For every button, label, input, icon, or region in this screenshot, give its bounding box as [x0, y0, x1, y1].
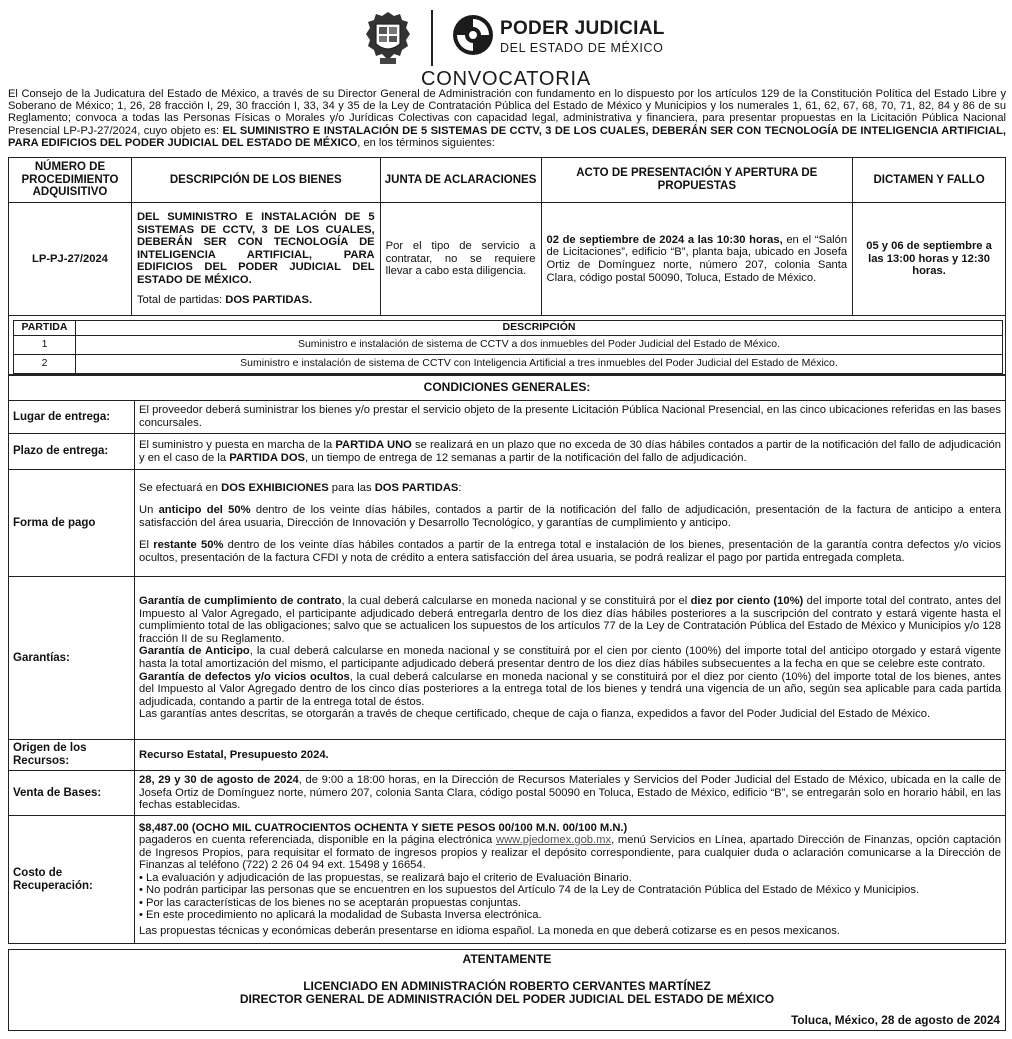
plazo-label: Plazo de entrega:	[9, 434, 135, 470]
pago-p1-t: Se efectuará en	[139, 481, 222, 494]
costo-text	[135, 816, 1006, 944]
plazo-partida-dos: PARTIDA DOS	[229, 451, 306, 464]
clarification-meeting: Por el tipo de servicio a contratar, no se requiere llevar a cabo esta diligencia.	[380, 203, 541, 316]
list-item: • No podrán participar las personas que se encuentren en los supuestos del Artículo 74 de la Ley de Contratación Pública del Estado de México y Municipios.	[139, 884, 920, 897]
partidas-section	[8, 315, 1006, 375]
condition-row-origen	[9, 740, 1006, 771]
origen-text: Recurso Estatal, Presupuesto 2024.	[135, 740, 1006, 771]
lugar-label: Lugar de entrega:	[9, 401, 135, 434]
procedure-number: LP-PJ-27/2024	[9, 203, 132, 316]
col-header-numero: NÚMERO DE PROCEDIMIENTO ADQUISITIVO	[9, 158, 132, 203]
table-row	[14, 336, 1003, 355]
partida-desc-header: DESCRIPCIÓN	[76, 321, 1003, 336]
proposal-opening-date: 02 de septiembre de 2024 a las 10:30 horas,	[546, 233, 783, 246]
costo-amount: $8,487.00 (OCHO MIL CUATROCIENTOS OCHENTA Y SIETE PESOS 00/100 M.N. 00/100 M.N.)	[139, 821, 628, 834]
garantia-cumplimiento-title: Garantía de cumplimiento de contrato	[139, 595, 342, 608]
pago-p2-t2: dentro de los veinte días hábiles, contados a partir de la notificación del fallo de adjudicación, presentación de la factura de anticipo a entera satisfacción del área usuaria, Dirección de Innovación y Desarrollo Tecnológico, y garantías de cumplimiento y anticipo.	[139, 504, 1001, 529]
condition-row-costo	[9, 816, 1006, 944]
garantia-anticipo-text: , la cual deberá calcularse en moneda nacional y se constituirá por el cien por ciento (100%) del importe total del anticipo otorgado y estará vigente hasta la total amortización del mismo, el participante adjudicado deberá presentar dentro de los diez días hábiles subsecuentes a la fecha en que se celebre este contrato.	[139, 645, 1001, 670]
costo-payment-info	[139, 834, 1001, 872]
partida-description: Suministro e instalación de sistema de CCTV con Inteligencia Artificial a tres inmuebles del Poder Judicial del Estado de México.	[76, 355, 1003, 374]
garantia-vicios-title: Garantía de defectos y/o vicios ocultos	[139, 670, 350, 683]
general-conditions-table	[8, 375, 1006, 944]
garantias-text	[135, 577, 1006, 740]
signatory-position: DIRECTOR GENERAL DE ADMINISTRACIÓN DEL PODER JUDICIAL DEL ESTADO DE MÉXICO	[239, 992, 775, 1007]
lugar-text: El proveedor deberá suministrar los bienes y/o prestar el servicio objeto de la presente Licitación Pública Nacional Presencial, en las cinco ubicaciones referidas en las bases concursales.	[135, 401, 1006, 434]
condition-row-plazo	[9, 434, 1006, 470]
page-title: CONVOCATORIA	[421, 68, 591, 90]
pago-p1-b2: DOS PARTIDAS	[374, 481, 459, 494]
plazo-t1: El suministro y puesta en marcha de la	[139, 438, 336, 451]
condition-row-venta	[9, 771, 1006, 816]
venta-text	[135, 771, 1006, 816]
place-date: Toluca, México, 28 de agosto de 2024	[791, 1013, 1000, 1027]
poder-judicial-logo-icon	[452, 14, 494, 56]
garantia-cumplimiento-t2: del importe total del contrato, antes del Impuesto al Valor Agregado, el participante adjudicado deberá entregarla dentro de los diez días hábiles posteriores a la suscripción del contrato y estará vigente hasta el cumplimiento total de las obligaciones; salvo que se actualicen los supuestos de los artículos 77 de la Ley de Contratación Pública del Estado de México y Municipios y/o 128 fracción II de su Reglamento.	[139, 595, 1001, 645]
bullet-text: En este procedimiento no aplicará la modalidad de Subasta Inversa electrónica.	[146, 909, 542, 922]
state-seal-icon	[364, 10, 412, 66]
col-header-fallo: DICTAMEN Y FALLO	[853, 158, 1006, 203]
list-item: • Por las características de los bienes no se aceptarán propuestas conjuntas.	[139, 896, 522, 909]
pago-p3-t: El	[139, 539, 154, 552]
procedure-row	[9, 203, 1006, 316]
pago-label: Forma de pago	[9, 470, 135, 577]
pago-paragraph-2	[139, 504, 1001, 529]
bullet-text: Por las características de los bienes no se aceptarán propuestas conjuntas.	[146, 896, 522, 909]
garantia-vicios	[139, 671, 1001, 709]
intro-object: EL SUMINISTRO E INSTALACIÓN DE 5 SISTEMAS DE CCTV, 3 DE LOS CUALES, DEBERÁN SER CON TECNOLOGÍA DE INTELIGENCIA ARTIFICIAL, PARA EDIFICIOS DEL PODER JUDICIAL DEL ESTADO DE MÉXICO	[8, 124, 1006, 149]
bullet-text: La evaluación y adjudicación de las propuestas, se realizará bajo el criterio de Evaluación Binario.	[146, 871, 632, 884]
institution-name: PODER JUDICIAL	[500, 18, 665, 39]
pago-paragraph-3	[139, 539, 1001, 564]
plazo-partida-uno: PARTIDA UNO	[335, 438, 412, 451]
garantia-anticipo-title: Garantía de Anticipo	[139, 645, 250, 658]
proposal-opening	[541, 203, 853, 316]
partida-header: PARTIDA	[14, 321, 76, 336]
partidas-total-value: DOS PARTIDAS.	[225, 294, 313, 307]
garantia-cumplimiento-pct: diez por ciento (10%)	[690, 595, 804, 608]
pago-p1-t2: para las	[328, 481, 375, 494]
costo-t1: pagaderos en cuenta referenciada, disponible en la página electrónica	[139, 834, 497, 847]
col-header-descripcion: DESCRIPCIÓN DE LOS BIENES	[131, 158, 380, 203]
garantias-label: Garantías:	[9, 577, 135, 740]
col-header-acto: ACTO DE PRESENTACIÓN Y APERTURA DE PROPUESTAS	[541, 158, 853, 203]
plazo-t2: se realizará en un plazo que no exceda de 30 días hábiles contados a partir de la notificación del fallo de adjudicación y en el caso de la	[139, 438, 1001, 464]
ruling-date: 05 y 06 de septiembre a las 13:00 horas y 12:30 horas.	[853, 203, 1006, 316]
bullet-text: No podrán participar las personas que se encuentren en los supuestos del Artículo 74 de la Ley de Contratación Pública del Estado de México y Municipios.	[146, 884, 920, 897]
signatory-name: LICENCIADO EN ADMINISTRACIÓN ROBERTO CERVANTES MARTÍNEZ	[303, 979, 711, 993]
garantia-cumplimiento	[139, 595, 1001, 645]
partida-number: 1	[14, 336, 76, 355]
garantia-anticipo	[139, 645, 1001, 670]
goods-description: DEL SUMINISTRO E INSTALACIÓN DE 5 SISTEMAS DE CCTV, 3 DE LOS CUALES, DEBERÁN SER CON TECNOLOGÍA DE INTELIGENCIA ARTIFICIAL, PARA EDIFICIOS DEL PODER JUDICIAL DEL ESTADO DE MÉXICO.	[136, 211, 375, 286]
garantia-vicios-text: , la cual deberá calcularse en moneda nacional y se constituirá por el diez por ciento (10%) del importe total de los bienes, antes del Impuesto al Valor Agregado dentro de los cinco días posteriores a la entrega total de los bienes y tendrá una vigencia de un año, según sea aplicable para cada partida adjudicada, contando a partir de la entrega total de éstos.	[139, 670, 1002, 708]
institution-subtitle: DEL ESTADO DE MÉXICO	[500, 41, 664, 55]
costo-t2: , menú Servicios en Línea, apartado Dirección de Finanzas, opción captación de Ingresos Propios, para requisitar el formato de ingresos propios y realizar el depósito correspondiente, para cualquier duda o aclaración comunicarse a la Dirección de Finanzas al teléfono (722) 2 26 04 94 ext. 15498 y 16654.	[139, 834, 1001, 872]
header-divider	[431, 10, 433, 66]
signatory	[9, 980, 1005, 1006]
procedure-table	[8, 157, 1006, 316]
garantia-cumplimiento-t1: , la cual deberá calcularse en moneda nacional y se constituirá por el	[341, 595, 691, 608]
origen-label: Origen de los Recursos:	[9, 740, 135, 771]
conditions-title: CONDICIONES GENERALES:	[9, 376, 1006, 401]
partidas-total-label: Total de partidas:	[136, 294, 226, 307]
table-row	[14, 355, 1003, 374]
venta-details: , de 9:00 a 18:00 horas, en la Dirección de Recursos Materiales y Servicios del Poder Judicial del Estado de México, ubicada en la calle de Josefa Ortiz de Domínguez norte, número 207, colonia Santa Clara, código postal 50090 en Toluca, Estado de México, edificio “B”, se entregarán solo en horario hábil, en las fechas establecidas.	[139, 774, 1001, 812]
intro-text-end: , en los términos siguientes:	[357, 136, 495, 149]
partidas-header-row	[14, 321, 1003, 336]
signature-block	[8, 949, 1006, 1031]
partidas-total	[137, 294, 375, 307]
pago-text	[135, 470, 1006, 577]
pago-p3-b: restante 50%	[153, 539, 224, 552]
intro-text: El Consejo de la Judicatura del Estado de México, a través de su Director General de Administración con fundamento en lo dispuesto por los artículos 129 de la Constitución Política del Estado Libre y Soberano de México; 1, 26, 28 fracción I, 29, 30 fracción I, 33, 34 y 35 de la Ley de Contratación Pública del Estado de México y Municipios y los numerales 1, 61, 62, 67, 68, 70, 71, 82, 84 y 86 de su Reglamento; convoca a todas las Personas Físicas o Morales y/o Jurídicas Colectivas con capacidad legal, administrativa y financiera, para presentar propuestas en la Licitación Pública Nacional Presencial LP-PJ-27/2024, cuyo objeto es:	[8, 88, 1006, 137]
pago-p1-b1: DOS EXHIBICIONES	[221, 481, 329, 494]
condition-row-lugar	[9, 401, 1006, 434]
costo-label: Costo de Recuperación:	[9, 816, 135, 944]
proposal-opening-place: en el “Salón de Licitaciones”, edificio “B”, planta baja, ubicado en Josefa Ortiz de Domínguez norte, número 207, colonia Santa Clara, código postal 50090, Toluca, Estado de México.	[546, 233, 848, 284]
venta-label: Venta de Bases:	[9, 771, 135, 816]
pago-paragraph-1	[139, 482, 1001, 495]
website-link[interactable]: www.pjedomex.gob.mx	[496, 834, 612, 847]
atentamente-label: ATENTAMENTE	[462, 952, 552, 966]
header	[0, 0, 1012, 92]
garantias-note: Las garantías antes descritas, se otorgarán a través de cheque certificado, cheque de caja o fianza, expedidos a favor del Poder Judicial del Estado de México.	[139, 708, 931, 721]
list-item: • En este procedimiento no aplicará la modalidad de Subasta Inversa electrónica.	[139, 909, 542, 922]
plazo-text	[135, 434, 1006, 470]
condition-row-garantias	[9, 577, 1006, 740]
pago-p3-t2: dentro de los veinte días hábiles contados a partir de la entrega total e instalación de los bienes, presentación de la garantía contra defectos y/o vicios ocultos, presentación de la factura CFDI y nota de crédito a entera satisfacción del área usuaria, se podrá realizar el pago por partida entregada completa.	[139, 539, 1001, 564]
pago-p2-b: anticipo del 50%	[158, 504, 251, 517]
partida-number: 2	[14, 355, 76, 374]
costo-closing: Las propuestas técnicas y económicas deberán presentarse en idioma español. La moneda en que deberá cotizarse es en pesos mexicanos.	[139, 924, 840, 937]
intro-paragraph	[8, 88, 1006, 149]
goods-description-cell	[131, 203, 380, 316]
partida-description: Suministro e instalación de sistema de CCTV a dos inmuebles del Poder Judicial del Estado de México.	[76, 336, 1003, 355]
plazo-t3: , un tiempo de entrega de 12 semanas a partir de la notificación del fallo de adjudicación.	[305, 451, 747, 464]
list-item: • La evaluación y adjudicación de las propuestas, se realizará bajo el criterio de Evaluación Binario.	[139, 871, 632, 884]
pago-p2-t: Un	[139, 504, 159, 517]
col-header-junta: JUNTA DE ACLARACIONES	[380, 158, 541, 203]
venta-dates: 28, 29 y 30 de agosto de 2024	[139, 774, 299, 787]
pago-p1-t3: :	[458, 481, 462, 494]
condition-row-pago	[9, 470, 1006, 577]
procedure-header-row	[9, 158, 1006, 203]
